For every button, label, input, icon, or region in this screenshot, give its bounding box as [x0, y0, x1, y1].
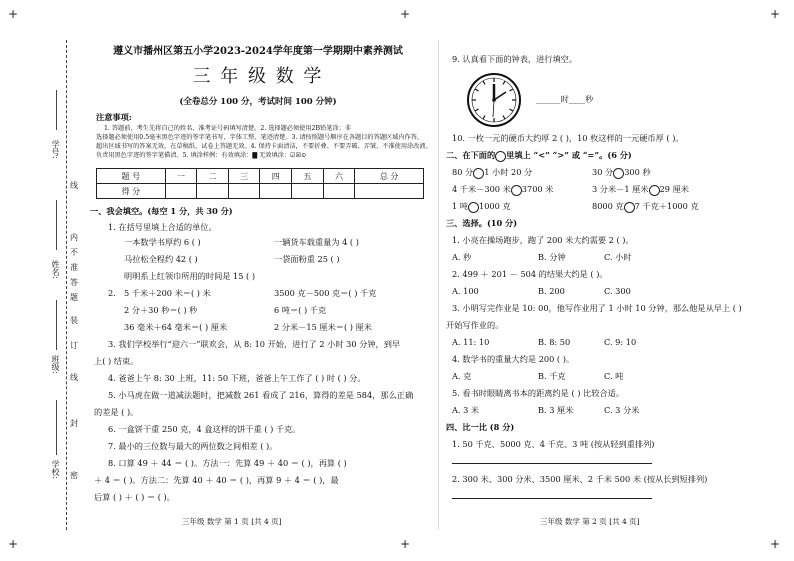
- compare-left: 4 千米－300 米: [452, 184, 511, 194]
- compare-right: 1000 克: [479, 201, 511, 211]
- student-no-line: [56, 90, 57, 130]
- section-2-title: [446, 150, 632, 162]
- note-line: 超出区域书写的答案无效，在草稿纸、试卷上答题无效。4. 保持卡面清洁，不要折叠、不要弄破、弄皱，不准使用涂改液、: [96, 143, 432, 150]
- option[interactable]: B. 千克: [538, 371, 566, 381]
- question-text: 5. 小马虎在做一道减法题时，把减数 261 看成了 216，算得的差是 584，那么正确: [108, 390, 414, 400]
- school-title: 遵义市播州区第五小学2023-2024学年度第一学期期中素养测试: [113, 46, 403, 57]
- name-line: [56, 200, 57, 250]
- compare-item: [592, 201, 699, 213]
- question-number: 2.: [108, 288, 116, 298]
- question-text: 2. 300 米、300 分米、3500 厘米、2 千米 500 米 (按从长到短排列): [452, 474, 708, 484]
- notes-title: 注意事项:: [96, 112, 132, 122]
- compare-circle-icon: [495, 151, 506, 162]
- note-line: 负责用黑色字迹的签字笔描清。5. 填涂样例：有效填涂：▇ 无效填涂：☑☒⊙: [96, 152, 307, 159]
- option[interactable]: C. 9: 10: [604, 337, 637, 347]
- note-line: 选择题必须使用0.5毫米黑色字迹的签字笔书写，字体工整、笔迹清楚。3. 请按照题号顺序在各题目的答题区域内作答，: [96, 134, 424, 141]
- score-header: 三: [228, 169, 260, 184]
- score-cell[interactable]: [323, 184, 355, 199]
- option[interactable]: A. 3 米: [452, 405, 480, 415]
- seal-char: 订: [70, 341, 78, 350]
- question-text: 一袋面粉重 25 ( ): [274, 254, 340, 264]
- compare-right: 1 小时 20 分: [484, 167, 533, 177]
- compare-right: 300 秒: [624, 167, 651, 177]
- score-header: 五: [292, 169, 324, 184]
- question-text: 1. 小亮在操场跑步，跑了 200 米大约需要 2 ( )。: [452, 235, 634, 245]
- question-text: 开始写作业的。: [446, 320, 504, 330]
- student-no-label: 学号:: [51, 140, 60, 159]
- compare-right: 3700 米: [521, 184, 554, 194]
- compare-right: 29 厘米: [659, 184, 689, 194]
- seal-char: 答: [70, 278, 78, 287]
- question-text: 8. 口算 49 ＋ 44 ＝ ( )。方法一：先算 49 ＋ 40 ＝ ( )，再算 ( ): [108, 458, 347, 468]
- question-text: 36 毫米＋64 毫米＝( ) 厘米: [124, 322, 228, 332]
- compare-left: 3 分米－1 厘米: [592, 184, 649, 194]
- answer-circle[interactable]: [613, 168, 624, 179]
- question-text: 3. 我们学校举行“迎六一”联欢会，从 8: 10 开始，进行了 2 小时 30 分钟，到早: [108, 339, 401, 349]
- question-text: 1. 在括号里填上合适的单位。: [108, 222, 217, 232]
- question-text: 一辆货车载重量为 4 ( ): [274, 237, 359, 247]
- question-text: 3500 克－500 克＝( ) 千克: [274, 288, 377, 298]
- score-header: 六: [323, 169, 355, 184]
- option[interactable]: B. 分钟: [538, 252, 566, 262]
- question-text: 2 分＋30 秒＝( ) 秒: [124, 305, 198, 315]
- seal-char: 内: [70, 233, 78, 242]
- crop-mark-icon: +: [770, 7, 781, 21]
- crop-mark-icon: +: [8, 537, 19, 551]
- option[interactable]: C. 小时: [604, 252, 632, 262]
- option[interactable]: B. 3 厘米: [538, 405, 574, 415]
- school-line: [56, 400, 57, 455]
- question-text: 的差是 ( )。: [94, 407, 139, 417]
- answer-circle[interactable]: [468, 202, 479, 213]
- score-header: 二: [197, 169, 229, 184]
- question-text: 上( ) 结束。: [94, 356, 139, 366]
- compare-item: [592, 167, 651, 179]
- section-3-title: 三、选择。(10 分): [446, 218, 518, 228]
- option[interactable]: C. 3 分米: [604, 405, 640, 415]
- page-footer: 三年级 数学 第 1 页 [共 4 页]: [182, 517, 282, 526]
- question-text: 6 吨＝( ) 千克: [274, 305, 327, 315]
- question-text: 4. 爸爸上午 8: 30 上班，11: 50 下班，爸爸上午工作了 ( ) 时 ( ) 分。: [108, 373, 366, 383]
- answer-circle[interactable]: [473, 168, 484, 179]
- crop-mark-icon: +: [770, 537, 781, 551]
- question-text: 2. 499 ＋ 201 － 504 的结果大约是 ( )。: [452, 269, 608, 279]
- score-row-label: 得 分: [97, 184, 166, 199]
- question-text: 明明系上红领巾所用的时间是 15 ( ): [124, 271, 256, 281]
- option[interactable]: A. 100: [452, 286, 479, 296]
- score-cell[interactable]: [292, 184, 324, 199]
- question-text: 4. 数学书的重量大约是 200 ( )。: [452, 354, 575, 364]
- option[interactable]: A. 克: [452, 371, 472, 381]
- section-1-title: 一、我会填空。(每空 1 分，共 30 分): [90, 206, 233, 216]
- seal-char: 密: [70, 471, 78, 480]
- compare-right: 7 千克＋1000 克: [634, 201, 699, 211]
- seal-char: 题: [70, 293, 78, 302]
- question-text: 5 千米＋200 米＝( ) 米: [124, 288, 211, 298]
- crop-mark-icon: +: [400, 537, 411, 551]
- crop-mark-icon: +: [400, 7, 411, 21]
- option[interactable]: B. 8: 50: [538, 337, 571, 347]
- note-line: 1. 答题前，考生先将自己的姓名、准考证号码填写清楚。2. 选择题必须使用2B铅笔涂；非: [104, 125, 351, 132]
- score-info: (全卷总分 100 分，考试时间 100 分钟): [179, 97, 337, 107]
- clock-icon: [466, 72, 522, 128]
- score-header: 四: [260, 169, 292, 184]
- question-text: 6. 一盒饼干重 250 克，4 盒这样的饼干重 ( ) 千克。: [108, 424, 301, 434]
- answer-circle[interactable]: [511, 185, 522, 196]
- question-text: 10. 一枚一元的硬币大约厚 2 ( )，10 枚这样的一元硬币厚 ( )。: [452, 133, 684, 143]
- compare-item: [452, 184, 553, 196]
- compare-left: 30 分: [592, 167, 614, 177]
- answer-line[interactable]: [452, 463, 652, 464]
- binding-line: [66, 40, 67, 530]
- answer-line[interactable]: [452, 498, 652, 499]
- score-cell[interactable]: [165, 184, 197, 199]
- question-text: 马拉松全程约 42 ( ): [124, 254, 198, 264]
- class-label: 班级:: [51, 355, 60, 374]
- question-text: 3. 小明写完作业是 10: 00，他写作业用了 1 小时 10 分钟，那么他是从早上 ( ): [452, 303, 742, 313]
- class-line: [56, 300, 57, 350]
- score-cell[interactable]: [355, 184, 424, 199]
- compare-left: 80 分: [452, 167, 474, 177]
- compare-item: [452, 201, 511, 213]
- section-4-title: 四、比一比 (8 分): [446, 422, 515, 432]
- score-header: 题 号: [97, 169, 166, 184]
- score-table: [96, 168, 424, 199]
- compare-left: 8000 克: [592, 201, 624, 211]
- option[interactable]: A. 秒: [452, 252, 472, 262]
- question-text: ＋ 4 ＝ ( )。方法二：先算 40 ＋ 40 ＝ ( )，再算 9 ＋ 4 ＝ ( )，最: [94, 475, 339, 485]
- page-divider: [438, 40, 439, 530]
- score-cell[interactable]: [228, 184, 260, 199]
- question-text: 9. 认真看下面的钟表，进行填空。: [452, 54, 578, 64]
- seal-char: 线: [70, 181, 78, 190]
- score-header: 总 分: [355, 169, 424, 184]
- option[interactable]: A. 11: 10: [452, 337, 490, 347]
- score-cell[interactable]: [197, 184, 229, 199]
- question-text: 2 分米－15 厘米＝( ) 厘米: [274, 322, 372, 332]
- clock-answer[interactable]: ______时____秒: [536, 94, 594, 104]
- seal-char: 装: [70, 316, 78, 325]
- compare-left: 1 吨: [452, 201, 468, 211]
- crop-mark-icon: +: [8, 7, 19, 21]
- seal-char: 封: [70, 419, 78, 428]
- section-2-text: 里填上 “<” “>” 或 “=”。(6 分): [506, 150, 632, 160]
- school-label: 学校:: [51, 460, 60, 479]
- question-text: 后算 ( ) ＋ ( ) ＝ ( )。: [94, 492, 175, 502]
- seal-char: 线: [70, 373, 78, 382]
- section-2-text: 二、在下面的: [446, 150, 496, 160]
- question-text: 5. 看书时眼睛离书本的距离约是 ( ) 比较合适。: [452, 388, 624, 398]
- question-text: 1. 50 千克、5000 克、4 千克、3 吨 (按从轻到重排列): [452, 439, 655, 449]
- compare-item: [452, 167, 532, 179]
- subject-title: 三 年 级 数 学: [192, 66, 324, 87]
- question-text: 一本数学书厚约 6 ( ): [124, 237, 201, 247]
- seal-char: 准: [70, 263, 78, 272]
- answer-circle[interactable]: [624, 202, 635, 213]
- compare-item: [592, 184, 689, 196]
- option[interactable]: C. 300: [604, 286, 631, 296]
- name-label: 姓名:: [51, 260, 60, 279]
- score-cell[interactable]: [260, 184, 292, 199]
- question-text: 7. 最小的三位数与最大的两位数之间相差 ( )。: [108, 441, 278, 451]
- seal-char: 不: [70, 248, 78, 257]
- score-header: 一: [165, 169, 197, 184]
- page-footer: 三年级 数学 第 2 页 [共 4 页]: [540, 517, 640, 526]
- answer-circle[interactable]: [649, 185, 660, 196]
- option[interactable]: B. 200: [538, 286, 565, 296]
- option[interactable]: C. 吨: [604, 371, 624, 381]
